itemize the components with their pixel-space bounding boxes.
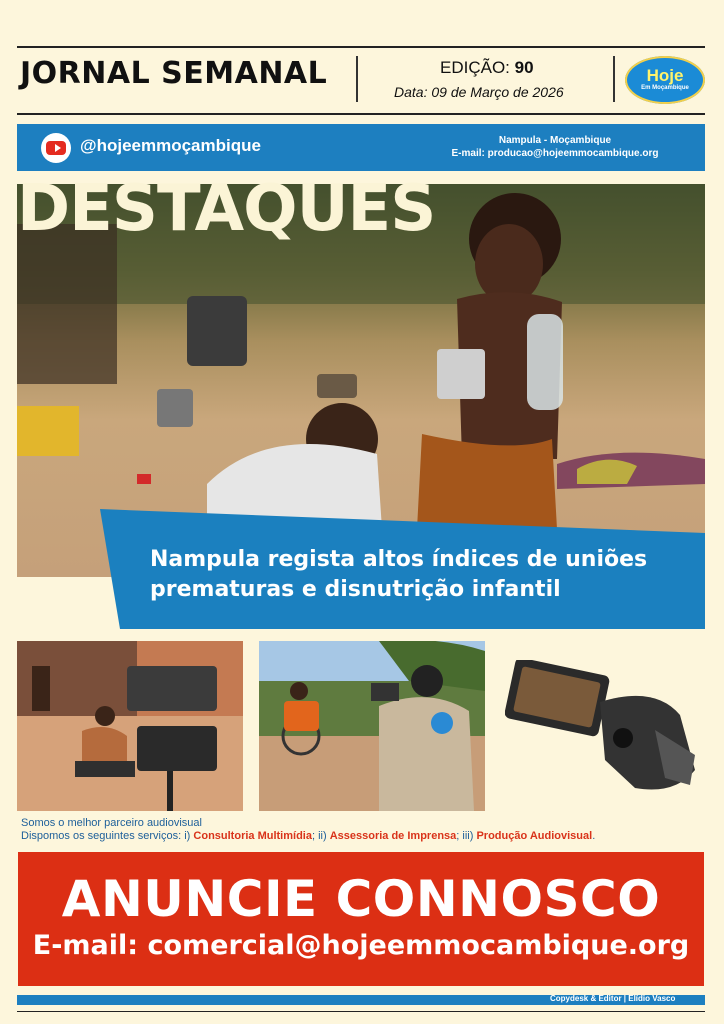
services-list	[21, 830, 595, 842]
filming-photo-2	[259, 641, 485, 811]
contact-info	[420, 134, 690, 160]
services-tagline: Somos o melhor parceiro audiovisual	[21, 817, 202, 829]
channel-handle[interactable]: @hojeemmoçambique	[80, 136, 261, 155]
section-title: DESTAQUES	[17, 172, 436, 246]
services-separator: ; ii)	[311, 830, 327, 842]
issue-date: Data: 09 de Março de 2026	[394, 84, 564, 100]
header-divider	[356, 56, 358, 102]
youtube-icon[interactable]	[41, 133, 71, 163]
brand-logo[interactable]	[625, 56, 705, 104]
headline[interactable]	[150, 545, 690, 605]
production-email[interactable]: E-mail: producao@hojeemmocambique.org	[451, 148, 659, 159]
header-divider	[613, 56, 615, 102]
top-rule	[17, 46, 705, 48]
edition-info	[440, 58, 534, 78]
header-bottom-rule	[17, 113, 705, 115]
services-intro: Dispomos os seguintes serviços: i)	[21, 830, 191, 842]
bottom-rule	[17, 1011, 705, 1012]
edition-label: EDIÇÃO:	[440, 58, 510, 77]
edition-number: 90	[514, 58, 534, 77]
headline-line-2: prematuras e disnutrição infantil	[150, 577, 561, 602]
filming-photo-1	[17, 641, 243, 811]
camcorder-image	[505, 660, 701, 800]
headline-line-1: Nampula regista altos índices de uniões	[150, 547, 648, 572]
service-assessoria: Assessoria de Imprensa	[329, 830, 457, 842]
logo-main-text: Hoje	[646, 66, 684, 85]
logo-sub-text: Em Moçambique	[641, 85, 689, 91]
editor-credit: Copydesk & Editor | Elídio Vasco	[550, 994, 676, 1003]
advertise-title: ANUNCIE CONNOSCO	[61, 870, 661, 928]
location-text: Nampula - Moçambique	[498, 135, 612, 146]
services-separator: ; iii)	[456, 830, 474, 842]
services-end: .	[592, 830, 596, 842]
advertise-banner[interactable]	[18, 852, 704, 986]
newspaper-title: JORNAL SEMANAL	[20, 56, 328, 91]
advertise-email[interactable]: E-mail: comercial@hojeemmocambique.org	[32, 930, 690, 961]
service-consultoria: Consultoria Multimídia	[193, 830, 312, 842]
service-producao: Produção Audiovisual	[476, 830, 593, 842]
